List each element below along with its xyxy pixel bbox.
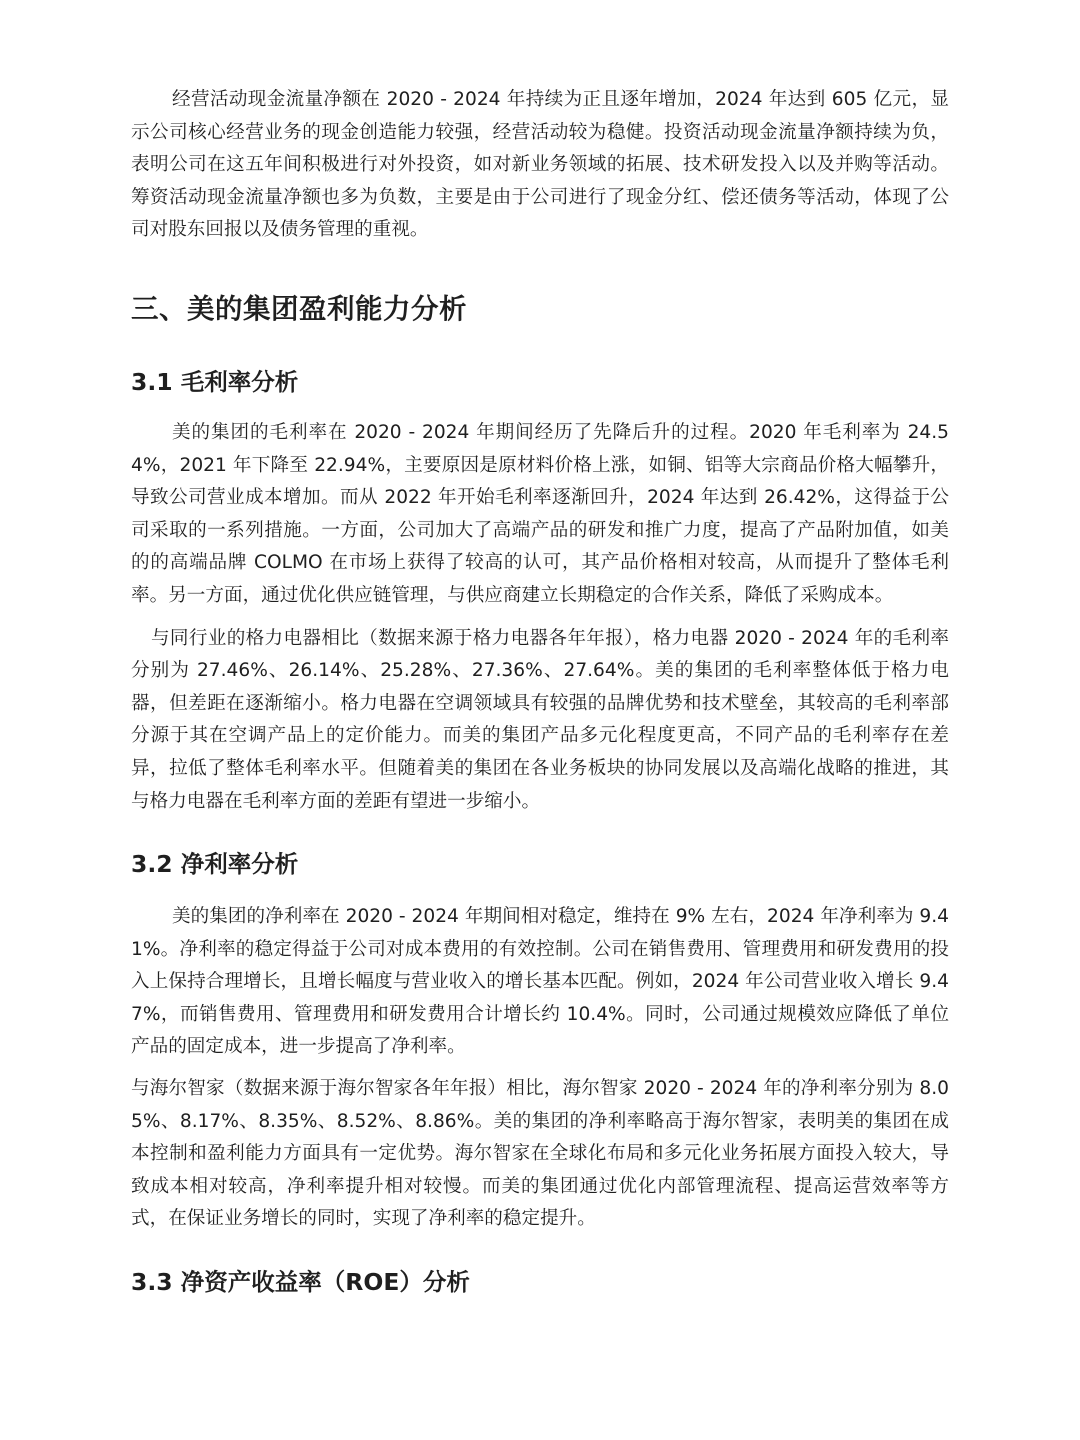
paragraph-cashflow: 经营活动现金流量净额在 2020 - 2024 年持续为正且逐年增加，2024 年达到 605 亿元，显示公司核心经营业务的现金创造能力较强，经营活动较为稳健。投资活动现金流量净额持续为负，表明公司在这五年间积极进行对外投资，如对新业务领域的拓展、技术研发投入以及并购等活动。筹资活动现金流量净额也多为负数，主要是由于公司进行了现金分红、偿还债务等活动，体现了公司对股东回报以及债务管理的重视。 <box>131 89 949 241</box>
paragraph-net-margin-comparison: 与海尔智家（数据来源于海尔智家各年年报）相比，海尔智家 2020 - 2024 年的净利率分别为 8.05%、8.17%、8.35%、8.52%、8.86%。美的集团的净利率略高于海尔智家，表明美的集团在成本控制和盈利能力方面具有一定优势。海尔智家在全球化布局和多元化业务拓展方面投入较大，导致成本相对较高，净利率提升相对较慢。而美的集团通过优化内部管理流程、提高运营效率等方式，在保证业务增长的同时，实现了净利率的稳定提升。 <box>131 1078 949 1230</box>
document-body <box>131 84 949 1300</box>
subsection-title-net-margin: 3.2 净利率分析 <box>131 850 299 879</box>
subsection-title-gross-margin: 3.1 毛利率分析 <box>131 367 299 396</box>
paragraph-gross-margin-comparison: 与同行业的格力电器相比（数据来源于格力电器各年年报），格力电器 2020 - 2024 年的毛利率分别为 27.46%、26.14%、25.28%、27.36%、27.64%。美的集团的毛利率整体低于格力电器，但差距在逐渐缩小。格力电器在空调领域具有较强的品牌优势和技术壁垒，其较高的毛利率部分源于其在空调产品上的定价能力。而美的集团产品多元化程度更高，不同产品的毛利率存在差异，拉低了整体毛利率水平。但随着美的集团在各业务板块的协同发展以及高端化战略的推进，其与格力电器在毛利率方面的差距有望进一步缩小。 <box>131 627 949 812</box>
subsection-title-roe: 3.3 净资产收益率（ROE）分析 <box>131 1268 470 1297</box>
paragraph-gross-margin-trend: 美的集团的毛利率在 2020 - 2024 年期间经历了先降后升的过程。2020 年毛利率为 24.54%，2021 年下降至 22.94%，主要原因是原材料价格上涨，如铜、铝等大宗商品价格大幅攀升，导致公司营业成本增加。而从 2022 年开始毛利率逐渐回升，2024 年达到 26.42%，这得益于公司采取的一系列措施。一方面，公司加大了高端产品的研发和推广力度，提高了产品附加值，如美的的高端品牌 COLMO 在市场上获得了较高的认可，其产品价格相对较高，从而提升了整体毛利率。另一方面，通过优化供应链管理，与供应商建立长期稳定的合作关系，降低了采购成本。 <box>131 421 949 606</box>
section-title-profitability: 三、美的集团盈利能力分析 <box>131 292 467 325</box>
paragraph-net-margin-trend: 美的集团的净利率在 2020 - 2024 年期间相对稳定，维持在 9% 左右，2024 年净利率为 9.41%。净利率的稳定得益于公司对成本费用的有效控制。公司在销售费用、管理费用和研发费用的投入上保持合理增长，且增长幅度与营业收入的增长基本匹配。例如，2024 年公司营业收入增长 9.47%，而销售费用、管理费用和研发费用合计增长约 10.4%。同时，公司通过规模效应降低了单位产品的固定成本，进一步提高了净利率。 <box>131 906 949 1058</box>
